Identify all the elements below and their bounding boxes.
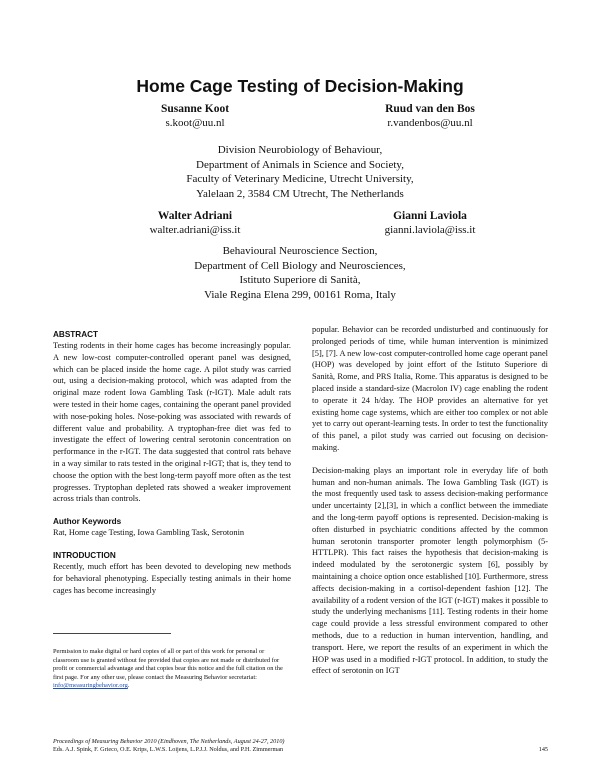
abstract-heading: ABSTRACT (53, 330, 99, 339)
secretariat-email-link[interactable]: info@measuringbehavior.org (53, 682, 128, 690)
affiliation-line: Department of Animals in Science and Society, (196, 158, 404, 171)
author-name: Susanne Koot (160, 103, 230, 115)
permission-footnote (53, 648, 291, 691)
author-email[interactable]: gianni.laviola@iss.it (384, 224, 476, 236)
author-email[interactable]: s.koot@uu.nl (165, 117, 225, 129)
author-block-van-den-bos (330, 102, 530, 130)
body-paragraph: popular. Behavior can be recorded undisturbed and continuously for prolonged periods of time, while human intervention is minimized [5], [7]. A new low-cost computer-controlled home cage operant panel (HOP) was developed by joint effort of the Istituto Superiore di Sanità, Rome, and PRS Italia, Rome. This apparatus is designed to be placed inside a standard-size (Macrolon IV) cage enabling the rodent to operate it 24 h/day. The HOP provides an alternative for yet existing home cage systems, which are either too complex or not able yet to carry out operant-learning tests. In order to test the functionality of this panel, a pilot study was carried out focusing on decision-making. (312, 325, 548, 452)
affiliation-utrecht (0, 143, 600, 201)
footer-editors-line: Eds. A.J. Spink, F. Grieco, O.E. Krips, L.W.S. Loijens, L.P.J.J. Noldus, and P.H. Zimmerman (53, 746, 284, 754)
footnote-text: Permission to make digital or hard copies of all or part of this work for personal or classroom use is granted without fee provided that copies are not made or distributed for profit or commercial advantage and that copies bear this notice and the full citation on the first page. For any other use, please contact the Measuring Behavior secretariat: (53, 648, 283, 681)
author-name: Gianni Laviola (393, 210, 467, 222)
footnote-divider (53, 633, 171, 634)
author-block-laviola (330, 209, 530, 237)
author-email[interactable]: walter.adriani@iss.it (149, 224, 241, 236)
affiliation-line: Behavioural Neuroscience Section, (222, 245, 378, 257)
keywords-heading: Author Keywords (53, 517, 122, 527)
footer-proceedings-line: Proceedings of Measuring Behavior 2010 (Eindhoven, The Netherlands, August 24-27, 2010) (53, 738, 285, 745)
proceedings-footer (53, 738, 548, 754)
affiliation-line: Yalelaan 2, 3584 CM Utrecht, The Netherlands (196, 187, 404, 200)
affiliation-line: Faculty of Veterinary Medicine, Utrecht University, (186, 173, 414, 185)
affiliation-line: Viale Regina Elena 299, 00161 Roma, Italy (204, 288, 396, 301)
right-column (312, 324, 548, 677)
introduction-text: Recently, much effort has been devoted to developing new methods for behavioral phenotyping. Especially testing animals in their home cages has become increasingly (53, 561, 291, 595)
affiliation-line: Department of Cell Biology and Neurosciences, (194, 259, 406, 272)
affiliation-line: Istituto Superiore di Sanità, (239, 274, 361, 286)
author-name: Walter Adriani (157, 210, 233, 222)
affiliation-rome (0, 244, 600, 302)
introduction-heading: INTRODUCTION (53, 550, 116, 560)
affiliation-line: Division Neurobiology of Behaviour, (217, 144, 383, 156)
author-email[interactable]: r.vandenbos@uu.nl (387, 117, 473, 129)
keywords-text: Rat, Home cage Testing, Iowa Gambling Task, Serotonin (53, 528, 245, 538)
body-paragraph: Decision-making plays an important role in everyday life of both human and non-human animals. The Iowa Gambling Task (IGT) is the most frequently used task to assess decision-making performance under uncertainty [2],[3], in which a conflict between the immediate and the long-term payoff options is represented. Decision-making is often disturbed in psychiatric conditions affected by the common human serotonin transporter promoter length polymorphism (5-HTTLPR). This fact raises the hypothesis that decision-making is indeed modulated by the serotonergic system [6], possibly by maintaining a choice option once established [10]. Furthermore, stress affects decision-making in a cortisol-dependent fashion [12]. The availability of a rodent version of the IGT (r-IGT) makes it possible to study the underlying mechanisms [11]. Testing rodents in their home cage could provide a less stressful environment compared to other methods, due to a reduction in human intervention, handling, and transport. Here, we report the results of an experiment in which the HOP was used in a modified r-IGT protocol. In addition, to study the effect of serotonin on IGT (312, 465, 548, 676)
abstract-text: Testing rodents in their home cages has become increasingly popular. A new low-cost computer-controlled operant panel was designed, which can be placed inside the home cage. A pilot study was carried out, using a decision-making protocol, which was adapted from the original maze rodent Iowa Gambling Task (r-IGT). Male adult rats were tested in their home cages, containing the operant panel provided with nose-poking holes. Nose-poking was associated with rewards of different value and probability. A tryptophan-free diet was fed to investigate the effect of lowering central serotonin concentration on performance in the r-IGT. The data suggested that control rats behave in a way similar to rats tested in the original r-IGT; that is, they tend to choose the option with the best long-term payoff more often as the test progresses. Tryptophan depleted rats showed a weaker improvement across trials than controls. (53, 341, 291, 504)
footnote-end: . (127, 682, 130, 690)
author-block-adriani (95, 209, 295, 237)
author-block-koot (95, 102, 295, 130)
author-name: Ruud van den Bos (385, 103, 475, 115)
left-column (53, 329, 291, 596)
page-number: 145 (538, 746, 548, 753)
paper-title: Home Cage Testing of Decision-Making (136, 76, 464, 96)
